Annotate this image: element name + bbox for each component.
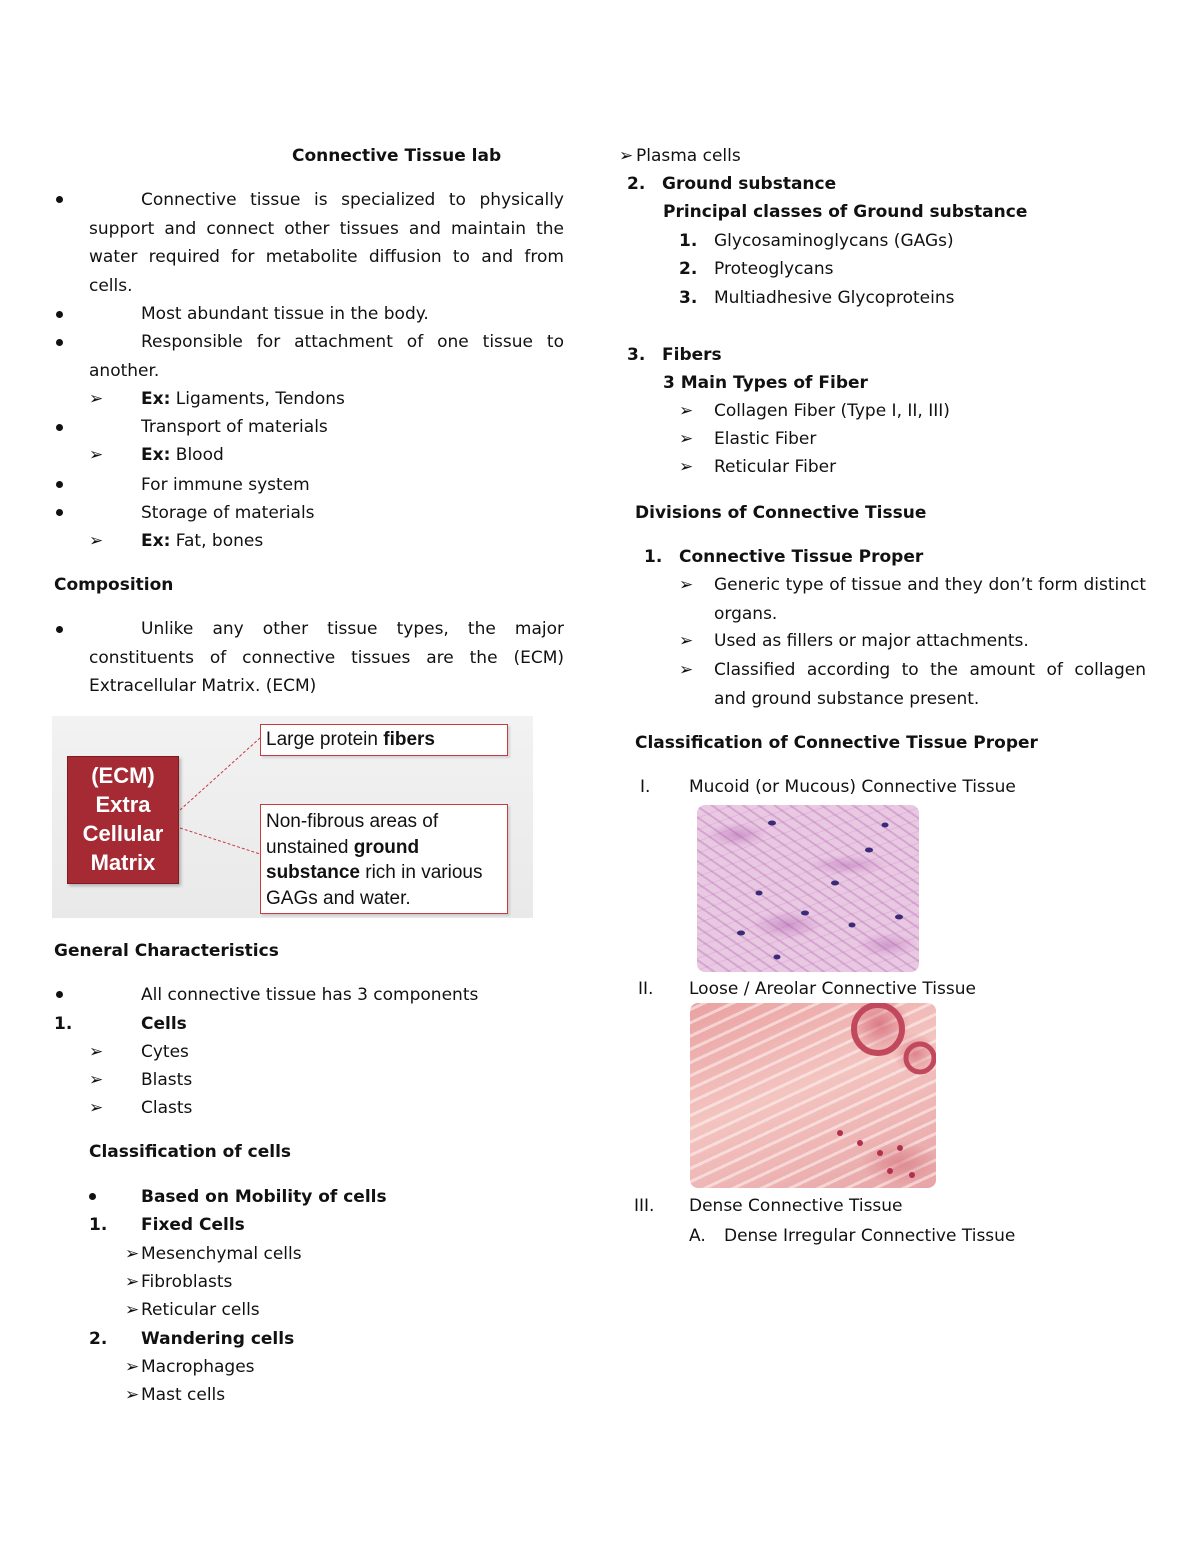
callout-fibers: Large protein fibers xyxy=(260,724,508,756)
arrow-bullet-icon: ➢ xyxy=(679,575,694,595)
collagen-fiber-item: Collagen Fiber (Type I, II, III) xyxy=(714,401,950,421)
arrow-bullet-icon: ➢ xyxy=(125,1244,140,1264)
fixed-cells-heading: Fixed Cells xyxy=(141,1215,245,1235)
arrow-bullet-icon: ➢ xyxy=(679,631,694,651)
bullet-icon xyxy=(56,481,63,488)
arrow-bullet-icon: ➢ xyxy=(89,1098,104,1118)
arrow-bullet-icon: ➢ xyxy=(679,401,694,421)
bullet-icon xyxy=(56,424,63,431)
fiber-types-heading: 3 Main Types of Fiber xyxy=(663,373,868,393)
page-title: Connective Tissue lab xyxy=(292,146,502,166)
bullet-icon xyxy=(56,339,63,346)
reticular-fiber-item: Reticular Fiber xyxy=(714,457,837,477)
loose-areolar-tissue-image xyxy=(690,1003,936,1188)
list-number: 3. xyxy=(627,345,646,365)
roman-numeral: II. xyxy=(638,979,654,999)
roman-numeral: III. xyxy=(634,1196,655,1216)
intro-attachment: Responsible for attachment of one tissue to another. xyxy=(89,332,564,381)
divisions-heading: Divisions of Connective Tissue xyxy=(635,503,927,523)
arrow-bullet-icon: ➢ xyxy=(125,1385,140,1405)
classification-proper-heading: Classification of Connective Tissue Proper xyxy=(635,733,1038,753)
bullet-icon xyxy=(56,196,63,203)
bullet-icon xyxy=(89,1193,96,1200)
arrow-bullet-icon: ➢ xyxy=(679,457,694,477)
mucoid-heading: Mucoid (or Mucous) Connective Tissue xyxy=(689,777,1016,797)
gland-marks xyxy=(690,1003,936,1188)
classified-text: Classified according to the amount of collagen and ground substance present. xyxy=(714,660,1146,709)
list-number: 2. xyxy=(89,1329,108,1349)
arrow-bullet-icon: ➢ xyxy=(89,531,104,551)
arrow-bullet-icon: ➢ xyxy=(125,1272,140,1292)
general-heading: General Characteristics xyxy=(54,941,279,961)
loose-areolar-heading: Loose / Areolar Connective Tissue xyxy=(689,979,976,999)
bullet-icon xyxy=(56,626,63,633)
reticular-cells-item: Reticular cells xyxy=(141,1300,260,1320)
letter-marker: A. xyxy=(689,1226,706,1246)
bullet-icon xyxy=(56,311,63,318)
arrow-bullet-icon: ➢ xyxy=(679,429,694,449)
example-ligaments: Ex: Ligaments, Tendons xyxy=(141,389,345,409)
macrophages-item: Macrophages xyxy=(141,1357,255,1377)
intro-paragraph: Connective tissue is specialized to physically support and connect other tissues and maintain the water required for metabolite diffusion to and from cells. xyxy=(89,190,564,296)
fillers-text: Used as fillers or major attachments. xyxy=(714,631,1029,651)
fibers-heading: Fibers xyxy=(662,345,722,365)
gags-item: Glycosaminoglycans (GAGs) xyxy=(714,231,954,251)
ecm-box: (ECM) Extra Cellular Matrix xyxy=(67,756,179,884)
clasts-item: Clasts xyxy=(141,1098,193,1118)
list-number: 1. xyxy=(679,231,698,251)
wandering-cells-heading: Wandering cells xyxy=(141,1329,295,1349)
list-number: 1. xyxy=(54,1014,73,1034)
arrow-bullet-icon: ➢ xyxy=(619,146,634,166)
intro-storage: Storage of materials xyxy=(141,503,315,523)
arrow-bullet-icon: ➢ xyxy=(679,660,694,680)
callout-ground-substance: Non-fibrous areas of unstained ground substance rich in various GAGs and water. xyxy=(260,804,508,914)
plasma-cells-item: Plasma cells xyxy=(636,146,741,166)
example-blood: Ex: Blood xyxy=(141,445,224,465)
dense-irregular-heading: Dense Irregular Connective Tissue xyxy=(724,1226,1016,1246)
arrow-bullet-icon: ➢ xyxy=(89,1042,104,1062)
composition-heading: Composition xyxy=(54,575,174,595)
general-components: All connective tissue has 3 components xyxy=(141,985,479,1005)
bullet-icon xyxy=(56,991,63,998)
principal-classes-heading: Principal classes of Ground substance xyxy=(663,202,1028,222)
cells-heading: Cells xyxy=(141,1014,187,1034)
glycoproteins-item: Multiadhesive Glycoproteins xyxy=(714,288,955,308)
list-number: 2. xyxy=(627,174,646,194)
mast-cells-item: Mast cells xyxy=(141,1385,226,1405)
arrow-bullet-icon: ➢ xyxy=(125,1300,140,1320)
elastic-fiber-item: Elastic Fiber xyxy=(714,429,817,449)
cytes-item: Cytes xyxy=(141,1042,189,1062)
list-number: 3. xyxy=(679,288,698,308)
blasts-item: Blasts xyxy=(141,1070,193,1090)
arrow-bullet-icon: ➢ xyxy=(89,389,104,409)
arrow-bullet-icon: ➢ xyxy=(89,445,104,465)
proteoglycans-item: Proteoglycans xyxy=(714,259,834,279)
composition-text: Unlike any other tissue types, the major constituents of connective tissues are the (ECM) Extracellular Matrix. (ECM) xyxy=(89,619,564,697)
arrow-bullet-icon: ➢ xyxy=(89,1070,104,1090)
intro-transport: Transport of materials xyxy=(141,417,328,437)
mobility-heading: Based on Mobility of cells xyxy=(141,1187,387,1207)
list-number: 1. xyxy=(89,1215,108,1235)
example-fat: Ex: Fat, bones xyxy=(141,531,264,551)
classification-cells-heading: Classification of cells xyxy=(89,1142,292,1162)
arrow-bullet-icon: ➢ xyxy=(125,1357,140,1377)
list-number: 2. xyxy=(679,259,698,279)
generic-type-text: Generic type of tissue and they don’t form distinct organs. xyxy=(714,575,1146,624)
intro-immune: For immune system xyxy=(141,475,310,495)
bullet-icon xyxy=(56,509,63,516)
roman-numeral: I. xyxy=(640,777,651,797)
list-number: 1. xyxy=(644,547,663,567)
ct-proper-heading: Connective Tissue Proper xyxy=(679,547,924,567)
dense-ct-heading: Dense Connective Tissue xyxy=(689,1196,903,1216)
mucoid-tissue-image xyxy=(697,805,919,972)
ecm-diagram xyxy=(52,716,533,918)
ground-substance-heading: Ground substance xyxy=(662,174,837,194)
nuclei-marks xyxy=(697,805,919,972)
intro-abundant: Most abundant tissue in the body. xyxy=(141,304,429,324)
mesenchymal-item: Mesenchymal cells xyxy=(141,1244,302,1264)
fibroblasts-item: Fibroblasts xyxy=(141,1272,233,1292)
